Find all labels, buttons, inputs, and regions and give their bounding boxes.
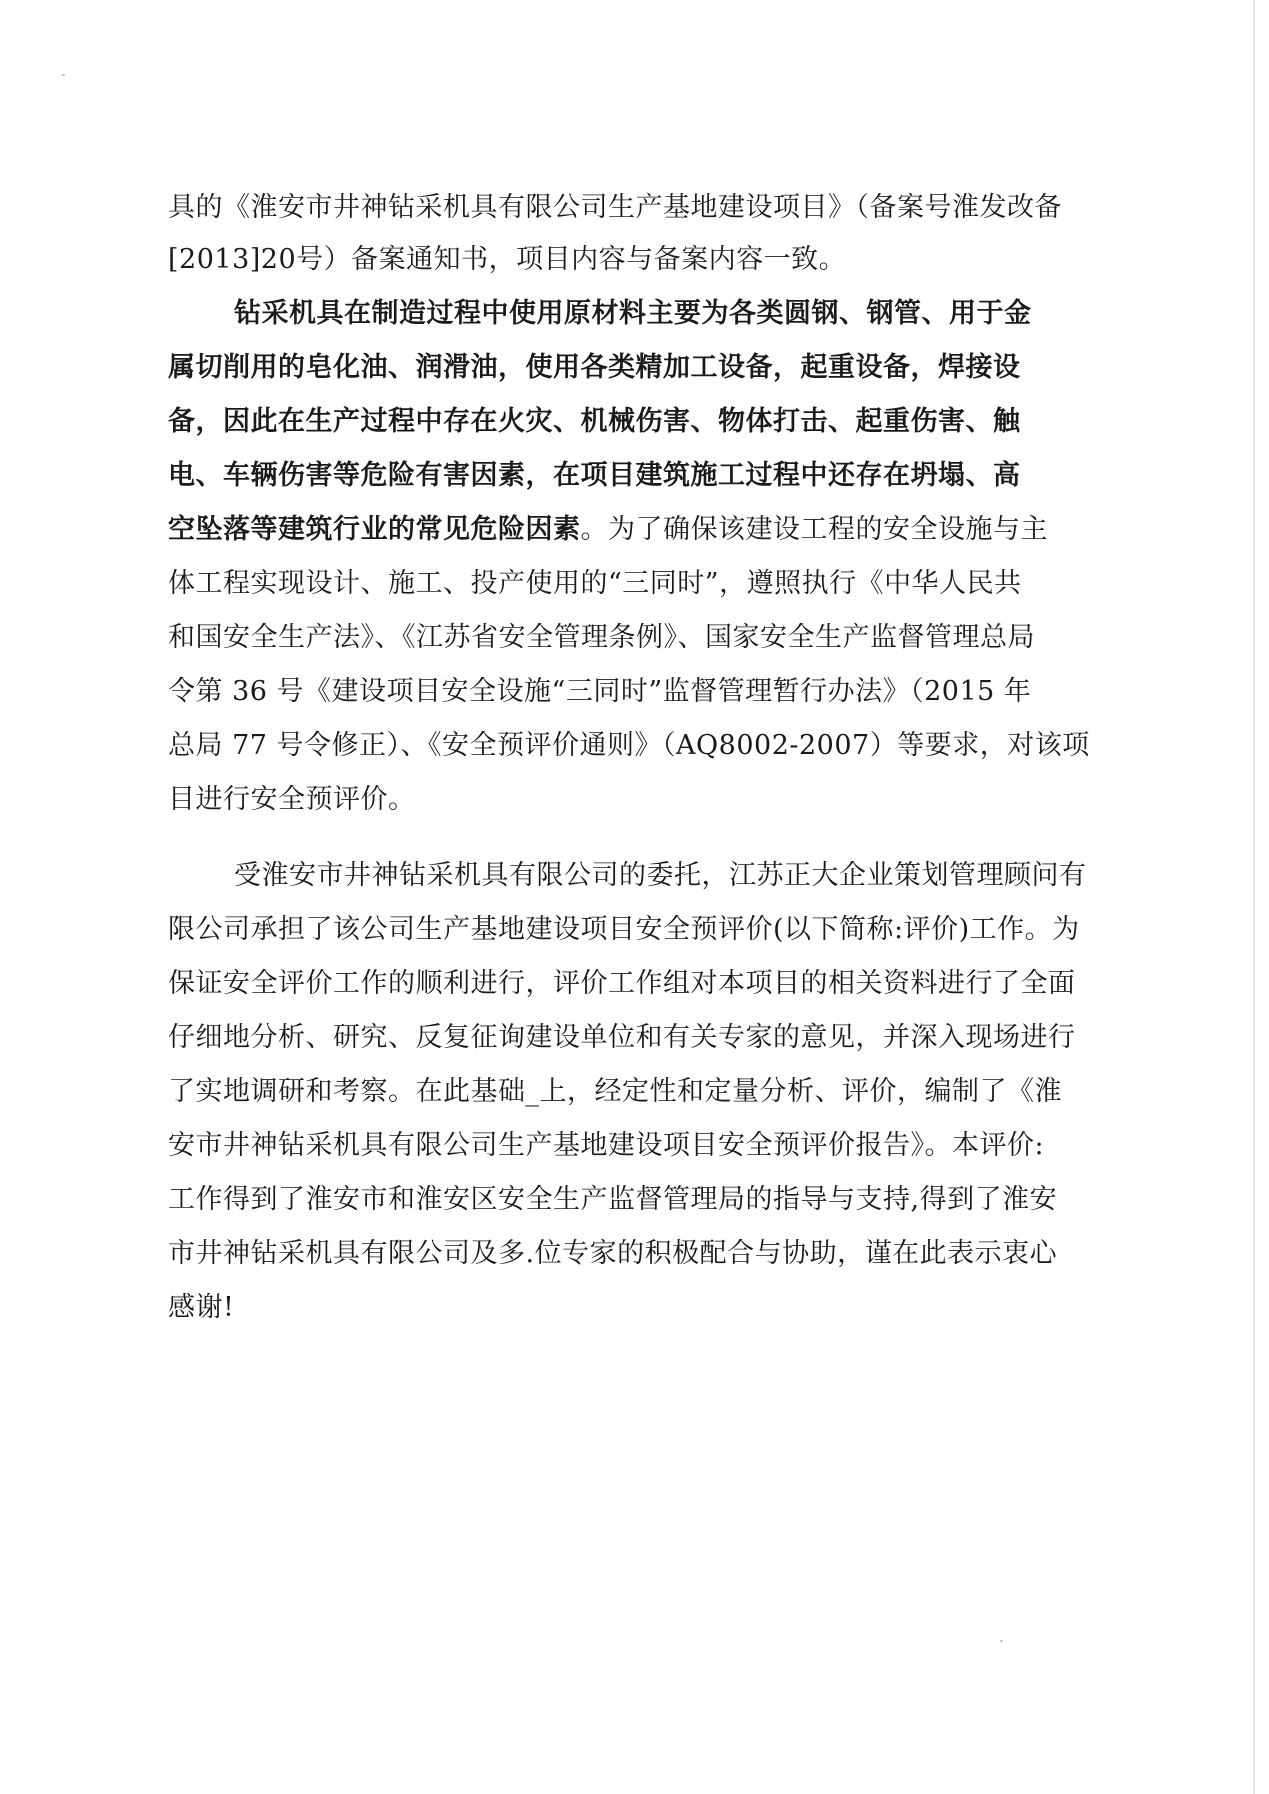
text-line: 体工程实现设计、施工、投产使用的“三同时”，遵照执行《中华人民共 [168, 568, 1022, 599]
text-line-mixed [168, 510, 1088, 550]
text-line: 令第 36 号《建设项目安全设施“三同时”监督管理暂行办法》（2015 年 [168, 676, 1032, 707]
bold-text: 空坠落等建筑行业的常见危险因素 [168, 514, 581, 545]
scan-speck [62, 74, 65, 76]
regular-text: 。为了确保该建设工程的安全设施与主 [580, 514, 1048, 545]
text-line: 钻采机具在制造过程中使用原材料主要为各类圆钢、钢管、用于金 [234, 298, 1032, 329]
text-line: 具的《淮安市井神钻采机具有限公司生产基地建设项目》（备案号淮发改备 [168, 192, 1062, 223]
page-edge [1253, 0, 1255, 1794]
text-line: 市井神钻采机具有限公司及多.位专家的积极配合与协助，谨在此表示衷心 [168, 1238, 1058, 1269]
text-line: 仔细地分析、研究、反复征询建设单位和有关专家的意见，并深入现场进行 [168, 1022, 1076, 1053]
text-line: 备，因此在生产过程中存在火灾、机械伤害、物体打击、起重伤害、触 [168, 406, 1021, 437]
text-line: [2013]20号）备案通知书，项目内容与备案内容一致。 [168, 244, 847, 275]
text-line: 感谢! [168, 1292, 235, 1323]
text-line: 和国安全生产法》、《江苏省安全管理条例》、国家安全生产监督管理总局 [168, 622, 1035, 653]
text-line: 属切削用的皂化油、润滑油，使用各类精加工设备，起重设备，焊接设 [168, 352, 1021, 383]
scan-speck [1000, 1640, 1003, 1642]
text-line: 目进行安全预评价。 [168, 784, 416, 815]
text-line: 安市井神钻采机具有限公司生产基地建设项目安全预评价报告》。本评价: [168, 1130, 1045, 1161]
text-line: 工作得到了淮安市和淮安区安全生产监督管理局的指导与支持,得到了淮安 [168, 1184, 1058, 1215]
text-line: 电、车辆伤害等危险有害因素，在项目建筑施工过程中还存在坍塌、高 [168, 460, 1021, 491]
text-line: 限公司承担了该公司生产基地建设项目安全预评价(以下简称:评价)工作。为 [168, 914, 1080, 945]
text-line: 受淮安市井神钻采机具有限公司的委托，江苏正大企业策划管理顾问有 [234, 860, 1087, 891]
text-line: 总局 77 号令修正）、《安全预评价通则》（AQ8002-2007）等要求，对该项 [168, 730, 1090, 761]
text-line: 保证安全评价工作的顺利进行，评价工作组对本项目的相关资料进行了全面 [168, 968, 1076, 999]
text-line: 了实地调研和考察。在此基础_上，经定性和定量分析、评价，编制了《淮 [168, 1076, 1062, 1107]
